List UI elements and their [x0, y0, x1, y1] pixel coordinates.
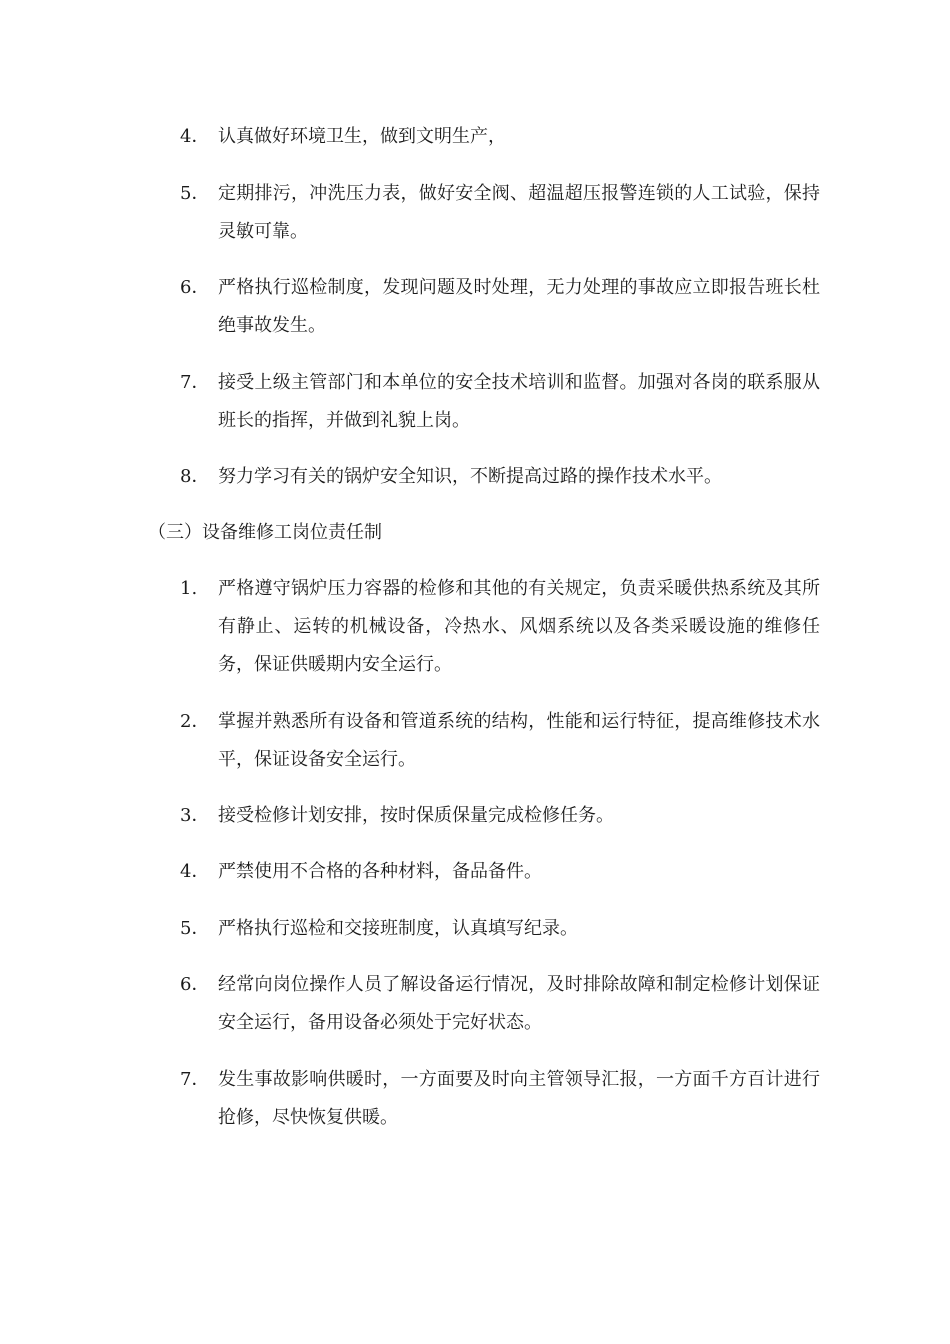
item-text: 严禁使用不合格的各种材料，备品备件。 [218, 861, 542, 882]
list-item [180, 269, 820, 345]
list-item [180, 853, 820, 891]
list-item [180, 175, 820, 251]
list-item [180, 797, 820, 835]
item-number: 3． [180, 805, 210, 826]
list-item [180, 570, 820, 684]
item-number: 5． [180, 183, 210, 204]
item-number: 7． [180, 372, 210, 393]
item-number: 1. [180, 578, 198, 599]
item-number: 6． [180, 974, 210, 995]
item-number: 5． [180, 918, 210, 939]
item-text: 努力学习有关的锅炉安全知识，不断提高过路的操作技术水平。 [218, 466, 722, 487]
item-text: 认真做好环境卫生，做到文明生产， [218, 126, 506, 147]
item-text: 接受检修计划安排，按时保质保量完成检修任务。 [218, 805, 614, 826]
item-number: 4． [180, 861, 210, 882]
item-text: 严格执行巡检和交接班制度，认真填写纪录。 [218, 918, 578, 939]
item-text: 掌握并熟悉所有设备和管道系统的结构，性能和运行特征，提高维修技术水平，保证设备安全运行。 [218, 711, 820, 770]
item-number: 8． [180, 466, 210, 487]
item-text: 严格执行巡检制度，发现问题及时处理，无力处理的事故应立即报告班长杜绝事故发生。 [218, 277, 820, 336]
section-heading: （三）设备维修工岗位责任制 [148, 522, 382, 543]
item-text: 接受上级主管部门和本单位的安全技术培训和监督。加强对各岗的联系服从班长的指挥，并做到礼貌上岗。 [218, 372, 820, 431]
list-item [180, 966, 820, 1042]
item-number: 4． [180, 126, 210, 147]
item-text: 定期排污，冲洗压力表，做好安全阀、超温超压报警连锁的人工试验，保持灵敏可靠。 [218, 183, 820, 242]
item-number: 2． [180, 711, 210, 732]
list-item [180, 118, 820, 156]
list-item [180, 1061, 820, 1137]
list-item [180, 364, 820, 440]
list-item [180, 910, 820, 948]
item-text: 发生事故影响供暖时，一方面要及时向主管领导汇报，一方面千方百计进行抢修，尽快恢复供暖。 [218, 1069, 820, 1128]
item-text: 严格遵守锅炉压力容器的检修和其他的有关规定，负责采暖供热系统及其所有静止、运转的机械设备，冷热水、风烟系统以及各类采暖设施的维修任务，保证供暖期内安全运行。 [218, 578, 820, 675]
item-number: 7． [180, 1069, 210, 1090]
list-item [180, 703, 820, 779]
item-number: 6． [180, 277, 210, 298]
item-text: 经常向岗位操作人员了解设备运行情况，及时排除故障和制定检修计划保证安全运行，备用设备必须处于完好状态。 [218, 974, 820, 1033]
list-item [180, 458, 820, 496]
